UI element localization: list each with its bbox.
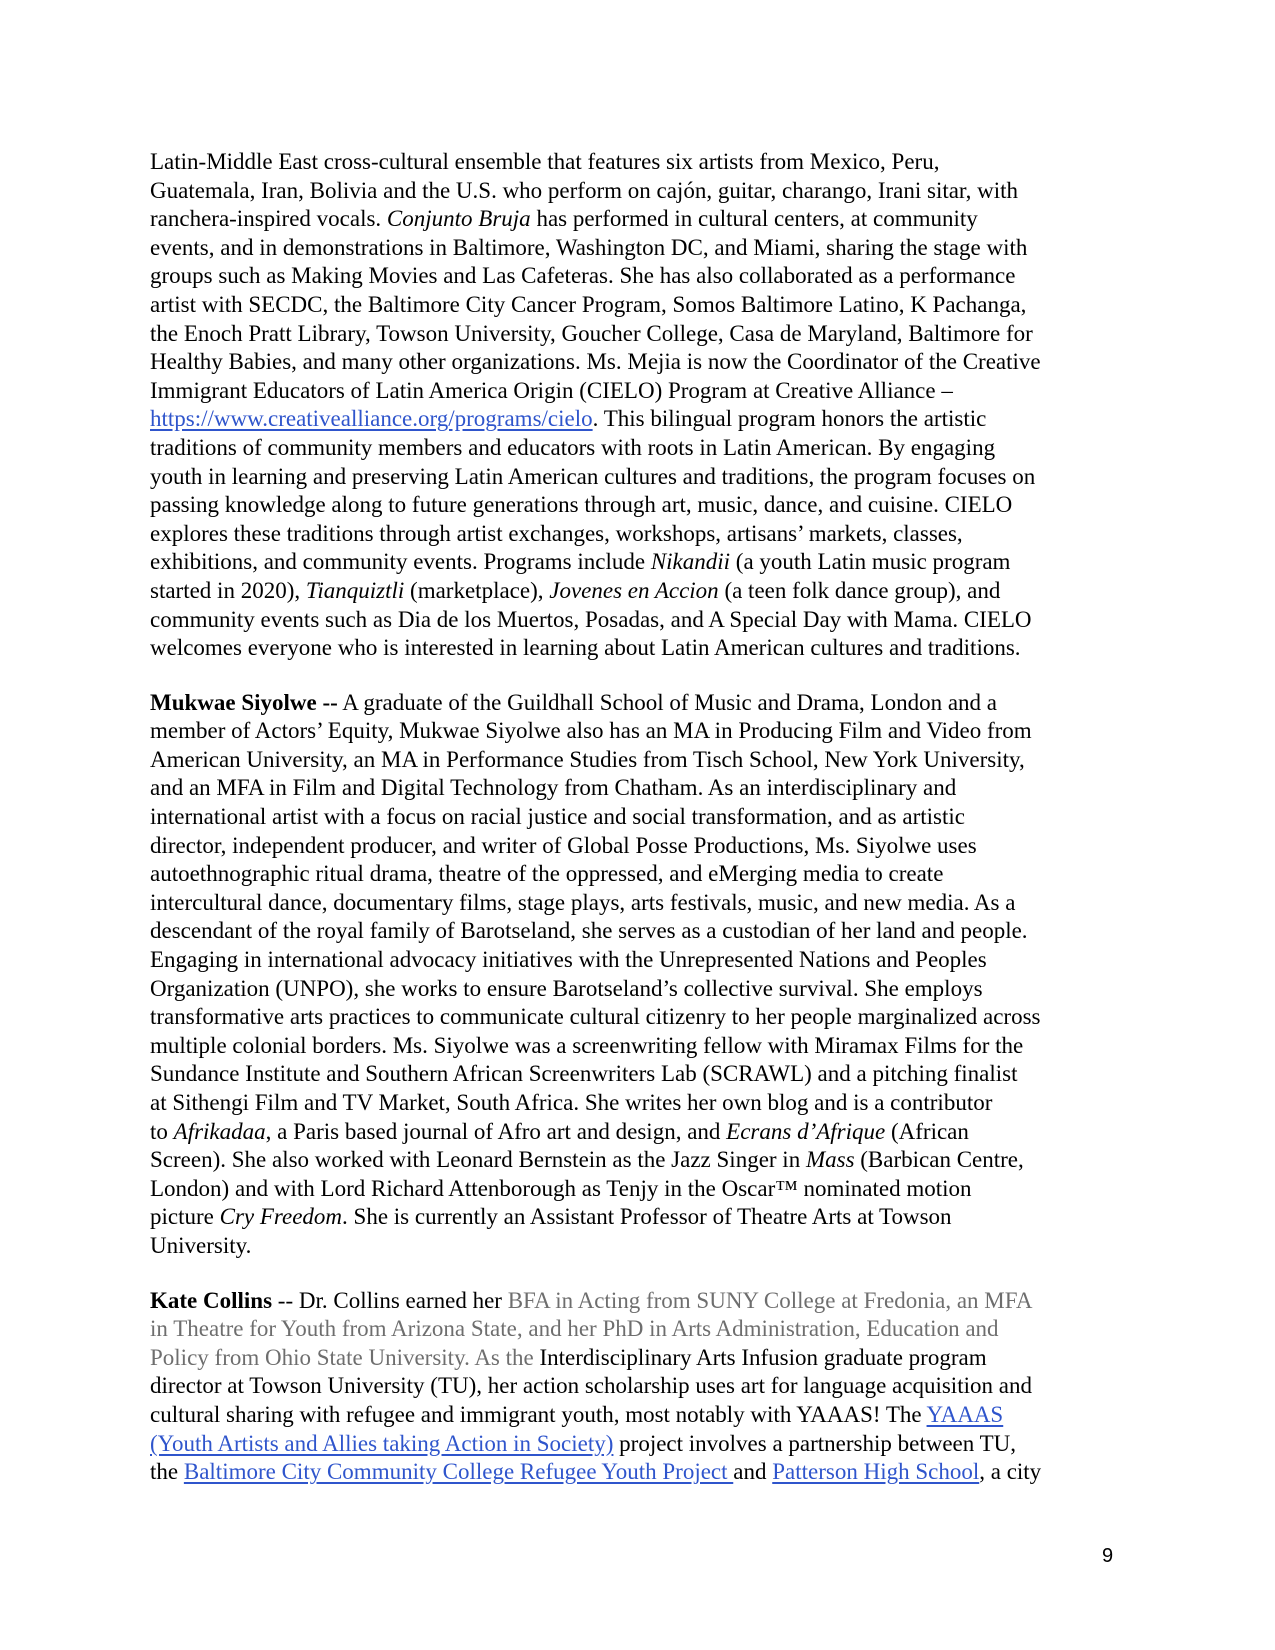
gray-text-line: in Theatre for Youth from Arizona State, and her PhD in Arts Administration, Education and xyxy=(150,1316,999,1342)
text-line: London) and with Lord Richard Attenborough as Tenjy in the Oscar™ nominated motion xyxy=(150,1175,972,1201)
text-line: explores these traditions through artist exchanges, workshops, artisans’ markets, classes, xyxy=(150,520,963,546)
text-line: American University, an MA in Performance Studies from Tisch School, New York University, xyxy=(150,746,1025,772)
text-run: (marketplace), xyxy=(404,577,550,603)
text-line: transformative arts practices to communicate cultural citizenry to her people marginalized across xyxy=(150,1004,1041,1030)
text-run: (a teen folk dance group), and xyxy=(718,577,1001,603)
text-run: started in 2020), xyxy=(150,577,306,603)
paragraph-collins xyxy=(150,1287,1135,1487)
text-line xyxy=(150,1118,1135,1147)
text-run: to xyxy=(150,1118,174,1144)
text-run: , a city xyxy=(979,1459,1042,1485)
text-run: and xyxy=(733,1459,773,1485)
text-line: member of Actors’ Equity, Mukwae Siyolwe also has an MA in Producing Film and Video from xyxy=(150,718,1032,744)
text-line xyxy=(150,1401,1135,1430)
page-number: 9 xyxy=(1102,1545,1114,1567)
text-line xyxy=(150,1287,1135,1316)
text-run: Interdisciplinary Arts Infusion graduate program xyxy=(539,1344,987,1370)
text-line: at Sithengi Film and TV Market, South Africa. She writes her own blog and is a contributor xyxy=(150,1090,993,1115)
text-run: (Barbican Centre, xyxy=(854,1147,1024,1173)
text-line xyxy=(150,1203,1135,1232)
text-line: Healthy Babies, and many other organizations. Ms. Mejia is now the Coordinator of the Creative xyxy=(150,349,1041,375)
text-line xyxy=(150,689,1135,718)
patterson-high-school-link[interactable]: Patterson High School xyxy=(772,1459,980,1485)
italic-title: Ecrans d’Afrique xyxy=(726,1118,886,1144)
text-line xyxy=(150,405,1135,434)
text-run: the xyxy=(150,1459,184,1485)
text-run: ranchera-inspired vocals. xyxy=(150,206,387,232)
italic-title: Cry Freedom xyxy=(219,1204,343,1230)
text-run: . She is currently an Assistant Professor of Theatre Arts at Towson xyxy=(342,1204,952,1230)
italic-title: Nikandii xyxy=(650,549,731,575)
text-run: project involves a partnership between TU, xyxy=(613,1430,1017,1456)
text-line xyxy=(150,548,1135,577)
text-run: (African xyxy=(885,1118,969,1144)
text-line: director at Towson University (TU), her action scholarship uses art for language acquisition and xyxy=(150,1373,1032,1399)
italic-title: Mass xyxy=(805,1147,855,1173)
text-line: Latin-Middle East cross-cultural ensemble that features six artists from Mexico, Peru, xyxy=(150,149,940,174)
text-line: director, independent producer, and writer of Global Posse Productions, Ms. Siyolwe uses xyxy=(150,832,977,858)
italic-title: Tianquiztli xyxy=(305,577,405,603)
text-run: , a Paris based journal of Afro art and design, and xyxy=(265,1118,727,1144)
text-line: international artist with a focus on racial justice and social transformation, and as artistic xyxy=(150,804,965,830)
italic-title: Conjunto Bruja xyxy=(386,206,531,232)
text-line: Immigrant Educators of Latin America Origin (CIELO) Program at Creative Alliance – xyxy=(150,377,953,403)
text-run: A graduate of the Guildhall School of Music and Drama, London and a xyxy=(337,689,998,715)
text-run: picture xyxy=(150,1204,220,1230)
text-line: groups such as Making Movies and Las Cafeteras. She has also collaborated as a performance xyxy=(150,263,1016,289)
italic-title: Jovenes en Accion xyxy=(549,577,719,603)
text-run: -- Dr. Collins earned her xyxy=(272,1287,508,1313)
text-line: Organization (UNPO), she works to ensure Barotseland’s collective survival. She employs xyxy=(150,975,983,1001)
text-line: Guatemala, Iran, Bolivia and the U.S. who perform on cajón, guitar, charango, Irani sitar, with xyxy=(150,177,1019,203)
text-line: passing knowledge along to future generations through art, music, dance, and cuisine. CIELO xyxy=(150,492,1013,518)
text-line: the Enoch Pratt Library, Towson University, Goucher College, Casa de Maryland, Baltimore for xyxy=(150,320,1033,346)
text-line: Engaging in international advocacy initiatives with the Unrepresented Nations and Peoples xyxy=(150,947,987,973)
text-line: events, and in demonstrations in Baltimore, Washington DC, and Miami, sharing the stage with xyxy=(150,234,1028,260)
bio-name: Kate Collins xyxy=(150,1287,273,1313)
text-line: welcomes everyone who is interested in learning about Latin American cultures and traditions. xyxy=(150,635,1021,661)
bccc-refugee-youth-project-link[interactable]: Baltimore City Community College Refugee Youth Project xyxy=(183,1459,734,1485)
page-body xyxy=(150,148,1135,1513)
text-line xyxy=(150,1458,1135,1487)
text-line: and an MFA in Film and Digital Technology from Chatham. As an interdisciplinary and xyxy=(150,775,957,801)
text-line: traditions of community members and educators with roots in Latin American. By engaging xyxy=(150,434,996,460)
paragraph-cielo xyxy=(150,148,1135,663)
text-line: Sundance Institute and Southern African Screenwriters Lab (SCRAWL) and a pitching finalist xyxy=(150,1061,1018,1087)
gray-text-run: BFA in Acting from SUNY College at Fredonia, an MFA xyxy=(507,1287,1033,1313)
text-line: descendant of the royal family of Barotseland, she serves as a custodian of her land and people. xyxy=(150,918,1028,944)
text-line: University. xyxy=(150,1232,252,1258)
text-line: autoethnographic ritual drama, theatre of the oppressed, and eMerging media to create xyxy=(150,861,944,887)
gray-text-run: Policy from Ohio State University. As the xyxy=(150,1344,540,1370)
text-run: Screen). She also worked with Leonard Bernstein as the Jazz Singer in xyxy=(150,1147,806,1173)
text-line: intercultural dance, documentary films, stage plays, arts festivals, music, and new media. As a xyxy=(150,889,1016,915)
text-run: . This bilingual program honors the artistic xyxy=(592,406,987,432)
text-line xyxy=(150,1430,1135,1459)
text-line: artist with SECDC, the Baltimore City Cancer Program, Somos Baltimore Latino, K Pachanga, xyxy=(150,291,1027,317)
text-run: cultural sharing with refugee and immigrant youth, most notably with YAAAS! The xyxy=(150,1401,927,1427)
cielo-program-link[interactable]: https://www.creativealliance.org/programs/cielo xyxy=(150,406,593,432)
text-line xyxy=(150,1146,1135,1175)
bio-name: Mukwae Siyolwe -- xyxy=(150,689,338,715)
italic-title: Afrikadaa xyxy=(173,1118,266,1144)
text-run: (a youth Latin music program xyxy=(730,549,1011,575)
text-run: has performed in cultural centers, at community xyxy=(530,206,978,232)
yaaas-link[interactable]: YAAAS xyxy=(926,1401,1004,1427)
text-line: multiple colonial borders. Ms. Siyolwe was a screenwriting fellow with Miramax Films for the xyxy=(150,1032,1024,1058)
text-line: youth in learning and preserving Latin American cultures and traditions, the program focuses on xyxy=(150,463,1036,489)
yaaas-fullname-link[interactable]: (Youth Artists and Allies taking Action in Society) xyxy=(150,1430,614,1456)
text-line: community events such as Dia de los Muertos, Posadas, and A Special Day with Mama. CIELO xyxy=(150,606,1032,632)
text-line xyxy=(150,1344,1135,1373)
text-run: exhibitions, and community events. Programs include xyxy=(150,549,651,575)
text-line xyxy=(150,577,1135,606)
text-line xyxy=(150,205,1135,234)
paragraph-siyolwe xyxy=(150,689,1135,1261)
